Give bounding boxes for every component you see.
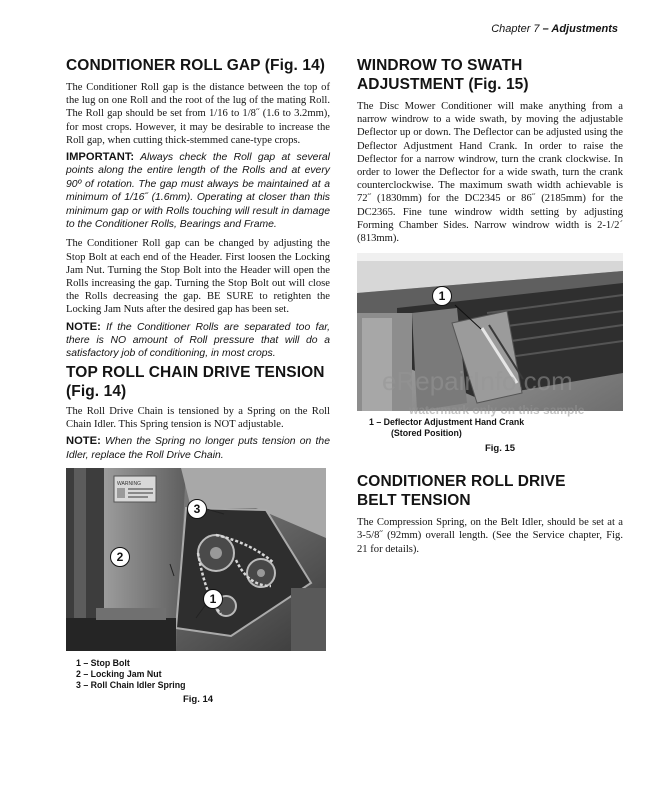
windrow-paragraph: The Disc Mower Conditioner will make anything from a narrow windrow to a wide swath, by moving the adjustable Deflector up or down. The Deflector can be adjusted using the Deflector Adjustment Hand Crank. In order to raise the Deflector for a narrow windrow, turn the crank clockwise. In order to lower the Deflector for a wide swath, turn the crank counterclockwise. The maximum swath width achievable is 72˝ (1830mm) for the DC2345 or 86˝ (2185mm) for the DC2365. Fine tune windrow width setting by adjusting Forming Chamber Sides. Narrow windrow width is 2-1/2´ (813mm). [357, 101, 623, 245]
fig15-caption-line2: (Stored Position) [391, 428, 462, 439]
fig14-label: Fig. 14 [182, 694, 214, 706]
fig15-label: Fig. 15 [484, 443, 516, 455]
watermark-small: watermark only on this sample [409, 403, 585, 418]
fig15-photo [357, 253, 623, 411]
chain-tension-paragraph: The Roll Drive Chain is tensioned by a Spring on the Roll Chain Idler. This Spring tension is NOT adjustable. [66, 405, 330, 431]
separation-note [66, 321, 330, 361]
fig14-callout-2: 2 [110, 547, 130, 567]
watermark: eRepairInfo.com [382, 366, 573, 397]
fig15-caption-line1: 1 – Deflector Adjustment Hand Crank [369, 417, 525, 428]
note-text: If the Conditioner Rolls are separated too far, there is NO amount of Roll pressure that will do a satisfactory job of conditioning, in most crops. [66, 321, 330, 360]
top-roll-chain-heading: TOP ROLL CHAIN DRIVE TENSION (Fig. 14) [66, 363, 325, 400]
fig14-caption-item: 2 – Locking Jam Nut [76, 669, 162, 680]
roll-drive-belt-heading: CONDITIONER ROLL DRIVE BELT TENSION [357, 473, 566, 510]
chain-replace-note [66, 435, 330, 462]
note-label: NOTE: [66, 320, 101, 333]
chapter-section: Adjustments [551, 23, 618, 35]
important-label: IMPORTANT: [66, 151, 135, 164]
chapter-number: Chapter 7 [491, 23, 540, 35]
fig14-callout-3: 3 [187, 499, 207, 519]
page-header [491, 23, 618, 35]
fig14-callout-1: 1 [203, 589, 223, 609]
fig14-caption-item: 3 – Roll Chain Idler Spring [76, 680, 186, 691]
windrow-to-swath-heading: WINDROW TO SWATH ADJUSTMENT (Fig. 15) [357, 57, 529, 93]
roll-gap-paragraph: The Conditioner Roll gap is the distance between the top of the lug on one Roll and the root of the lug of the mating Roll. The Roll gap should be set from 1/16 to 1/8˝ (1.6 to 3.2mm), for most crops. However, it may be desirable to increase the Roll gap, when cutting thick-stemmed cane-type crops. [66, 82, 330, 146]
note-text: When the Spring no longer puts tension on the Idler, replace the Roll Drive Chain. [66, 436, 330, 461]
header-dash: – [539, 23, 552, 35]
conditioner-roll-gap-heading: CONDITIONER ROLL GAP (Fig. 14) [66, 57, 326, 74]
warning-decal-text: WARNING [117, 481, 141, 488]
belt-tension-paragraph: The Compression Spring, on the Belt Idler, should be set at a 3-5/8˝ (92mm) overall length. (See the Service chapter, Fig. 21 for details). [357, 517, 623, 555]
fig15-callout-1: 1 [432, 286, 452, 306]
left-column [66, 56, 330, 705]
fig14-caption-list [76, 658, 330, 691]
note-label: NOTE: [66, 435, 101, 448]
fig14-image [66, 468, 326, 651]
important-text: Always check the Roll gap at several points along the entire length of the Rolls and at every 90º of rotation. The gap must always be maintained at a minimum of 1/16˝ (1.6mm). Operating at closer than this minimum gap or with Rolls touching will result in damage to the Conditioner Rolls, Bearings and Frame. [66, 152, 330, 231]
fig14-photo [66, 468, 326, 651]
important-note [66, 151, 330, 231]
right-column [357, 56, 623, 560]
fig14-caption-item: 1 – Stop Bolt [76, 658, 130, 669]
fig15-caption [369, 403, 623, 439]
stop-bolt-paragraph: The Conditioner Roll gap can be changed by adjusting the Stop Bolt at each end of the Header. First loosen the Locking Jam Nut. Turning the Stop Bolt into the Header will open the Rolls increasing the gap. Turning the Stop Bolt out will close the Rolls decreasing the gap. BE SURE to retighten the Locking Jam Nuts after the desired gap has been set. [66, 238, 330, 316]
